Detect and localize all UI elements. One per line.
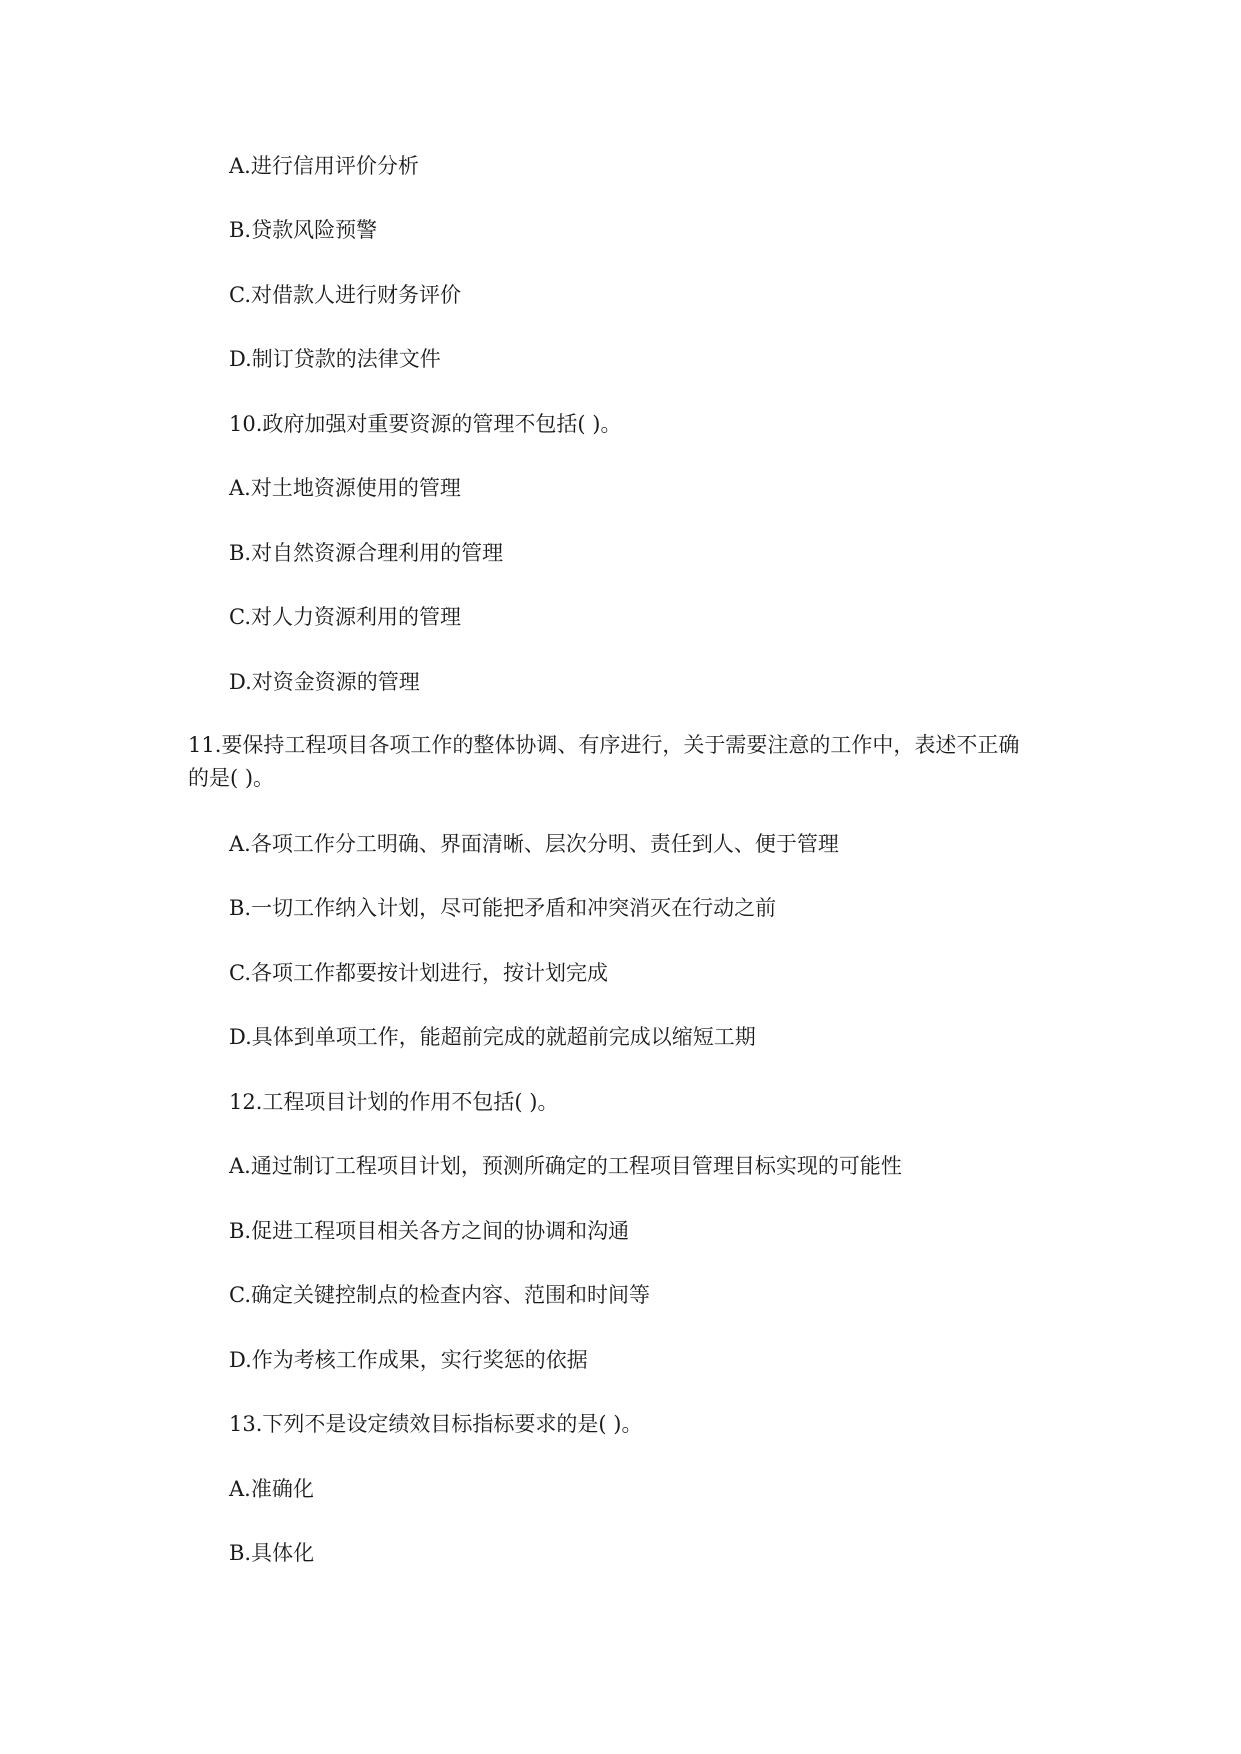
q11-question: [188, 729, 1088, 795]
q11-option-a: A.各项工作分工明确、界面清晰、层次分明、责任到人、便于管理: [229, 832, 839, 856]
q9-option-a: A.进行信用评价分析: [229, 154, 419, 178]
q10-option-c: C.对人力资源利用的管理: [229, 605, 461, 629]
q13-option-a: A.准确化: [229, 1477, 314, 1501]
q10-option-d: D.对资金资源的管理: [229, 670, 420, 694]
q11-option-b: B.一切工作纳入计划，尽可能把矛盾和冲突消灭在行动之前: [229, 896, 777, 920]
q10-question: 10.政府加强对重要资源的管理不包括( )。: [229, 412, 622, 436]
q12-question: 12.工程项目计划的作用不包括( )。: [229, 1090, 559, 1114]
q11-option-d: D.具体到单项工作，能超前完成的就超前完成以缩短工期: [229, 1025, 756, 1049]
q12-option-b: B.促进工程项目相关各方之间的协调和沟通: [229, 1219, 630, 1243]
q12-option-d: D.作为考核工作成果，实行奖惩的依据: [229, 1348, 588, 1372]
q12-option-a: A.通过制订工程项目计划，预测所确定的工程项目管理目标实现的可能性: [229, 1154, 902, 1178]
q9-option-c: C.对借款人进行财务评价: [229, 283, 461, 307]
q11-option-c: C.各项工作都要按计划进行，按计划完成: [229, 961, 608, 985]
q11-question-line2: 的是( )。: [188, 766, 275, 790]
q9-option-d: D.制订贷款的法律文件: [229, 347, 441, 371]
q13-question: 13.下列不是设定绩效目标指标要求的是( )。: [229, 1412, 643, 1436]
q10-option-b: B.对自然资源合理利用的管理: [229, 541, 504, 565]
q13-option-b: B.具体化: [229, 1541, 315, 1565]
q9-option-b: B.贷款风险预警: [229, 218, 378, 242]
q11-question-line1: 11.要保持工程项目各项工作的整体协调、有序进行，关于需要注意的工作中，表述不正确: [188, 733, 1020, 757]
q12-option-c: C.确定关键控制点的检查内容、范围和时间等: [229, 1283, 650, 1307]
q10-option-a: A.对土地资源使用的管理: [229, 476, 461, 500]
